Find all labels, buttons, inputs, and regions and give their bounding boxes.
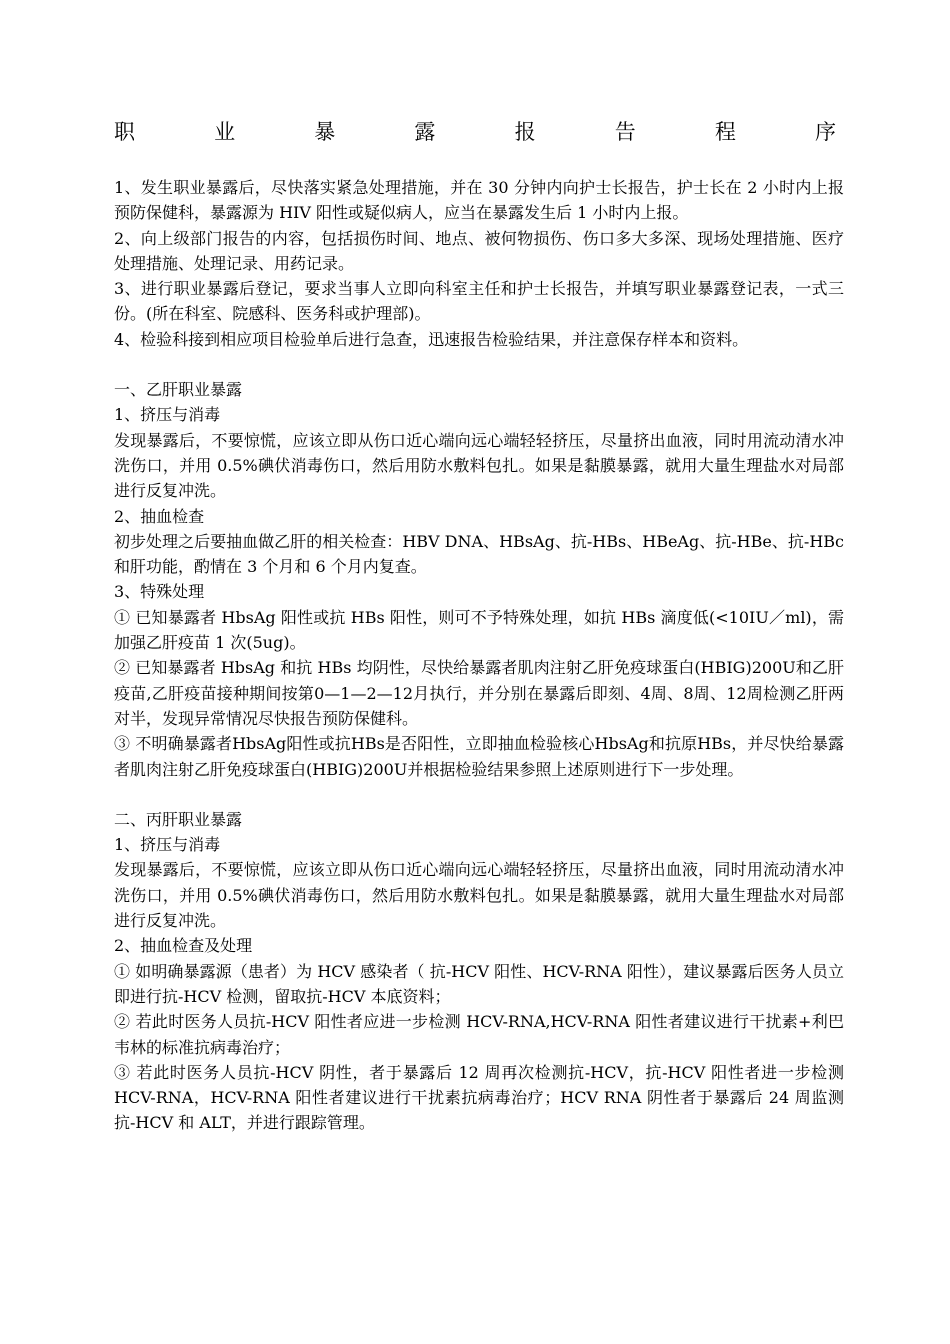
section-spacer [114,352,844,377]
hbv-paragraph: 初步处理之后要抽血做乙肝的相关检查：HBV DNA、HBsAg、抗-HBs、HBeAg、抗-HBe、抗-HBc 和肝功能，酌情在 3 个月和 6 个月内复查。 [114,531,844,577]
hbv-list-item: ② 已知暴露者 HbsAg 和抗 HBs 均阴性，尽快给暴露者肌肉注射乙肝免疫球蛋白(HBIG)200U和乙肝疫苗,乙肝疫苗接种期间按第0—1—2—12月执行，并分别在暴露后即刻、4周、8周、12周检测乙肝两对半，发现异常情况尽快报告预防保健科。 [114,658,844,728]
title-char: 序 [814,120,836,144]
intro-paragraph: 3、进行职业暴露后登记，要求当事人立即向科室主任和护士长报告，并填写职业暴露登记表，一式三份。(所在科室、院感科、医务科或护理部)。 [114,279,844,324]
document-body [114,175,844,1136]
title-char: 程 [714,120,736,144]
hcv-list-item: ③ 若此时医务人员抗-HCV 阴性，者于暴露后 12 周再次检测抗-HCV，抗-HCV 阳性者进一步检测 HCV-RNA，HCV-RNA 阳性者建议进行干扰素抗病毒治疗；HCV RNA 阴性者于暴露后 24 周监测抗-HCV 和 ALT，并进行跟踪管理。 [114,1062,844,1133]
hcv-list-item: ② 若此时医务人员抗-HCV 阳性者应进一步检测 HCV-RNA,HCV-RNA 阳性者建议进行干扰素+利巴韦林的标准抗病毒治疗； [114,1012,844,1057]
intro-paragraph: 4、检验科接到相应项目检验单后进行急查，迅速报告检验结果，并注意保存样本和资料。 [114,329,749,349]
hcv-subheading: 2、抽血检查及处理 [114,936,253,956]
title-char: 告 [614,120,636,144]
hbv-list-item: ① 已知暴露者 HbsAg 阳性或抗 HBs 阳性，则可不予特殊处理，如抗 HBs 滴度低(<10IU／ml)，需加强乙肝疫苗 1 次(5ug)。 [114,607,844,653]
hbv-section-heading: 一、乙肝职业暴露 [114,380,243,400]
page-title [114,117,836,147]
hcv-section-heading: 二、丙肝职业暴露 [114,809,243,829]
intro-paragraph: 2、向上级部门报告的内容，包括损伤时间、地点、被何物损伤、伤口多大多深、现场处理措施、医疗处理措施、处理记录、用药记录。 [114,228,844,273]
hbv-subheading: 2、抽血检查 [114,506,205,526]
title-char: 职 [114,120,135,144]
intro-paragraph: 1、发生职业暴露后，尽快落实紧急处理措施，并在 30 分钟内向护士长报告，护士长在 2 小时内上报预防保健科，暴露源为 HIV 阳性或疑似病人，应当在暴露发生后 1 小时内上报。 [114,178,844,223]
title-char: 露 [414,120,436,144]
hbv-subheading: 1、挤压与消毒 [114,405,221,425]
title-char: 业 [214,120,236,144]
hcv-subheading: 1、挤压与消毒 [114,835,221,855]
title-char: 暴 [314,120,336,144]
title-char: 报 [514,120,536,144]
section-spacer [114,782,844,807]
hbv-subheading: 3、特殊处理 [114,582,205,602]
hbv-list-item: ③ 不明确暴露者HbsAg阳性或抗HBs是否阳性，立即抽血检验核心HbsAg和抗原HBs，并尽快给暴露者肌肉注射乙肝免疫球蛋白(HBIG)200U并根据检验结果参照上述原则进行下一步处理。 [114,734,844,779]
hcv-list-item: ① 如明确暴露源（患者）为 HCV 感染者（ 抗-HCV 阳性、HCV-RNA 阳性），建议暴露后医务人员立即进行抗-HCV 检测，留取抗-HCV 本底资料； [114,961,844,1006]
hbv-paragraph: 发现暴露后，不要惊慌，应该立即从伤口近心端向远心端轻轻挤压，尽量挤出血液，同时用流动清水冲洗伤口，并用 0.5%碘伏消毒伤口，然后用防水敷料包扎。如果是黏膜暴露，就用大量生理盐水对局部进行反复冲洗。 [114,430,844,501]
hcv-paragraph: 发现暴露后，不要惊慌，应该立即从伤口近心端向远心端轻轻挤压，尽量挤出血液，同时用流动清水冲洗伤口，并用 0.5%碘伏消毒伤口，然后用防水敷料包扎。如果是黏膜暴露，就用大量生理盐水对局部进行反复冲洗。 [114,860,844,931]
